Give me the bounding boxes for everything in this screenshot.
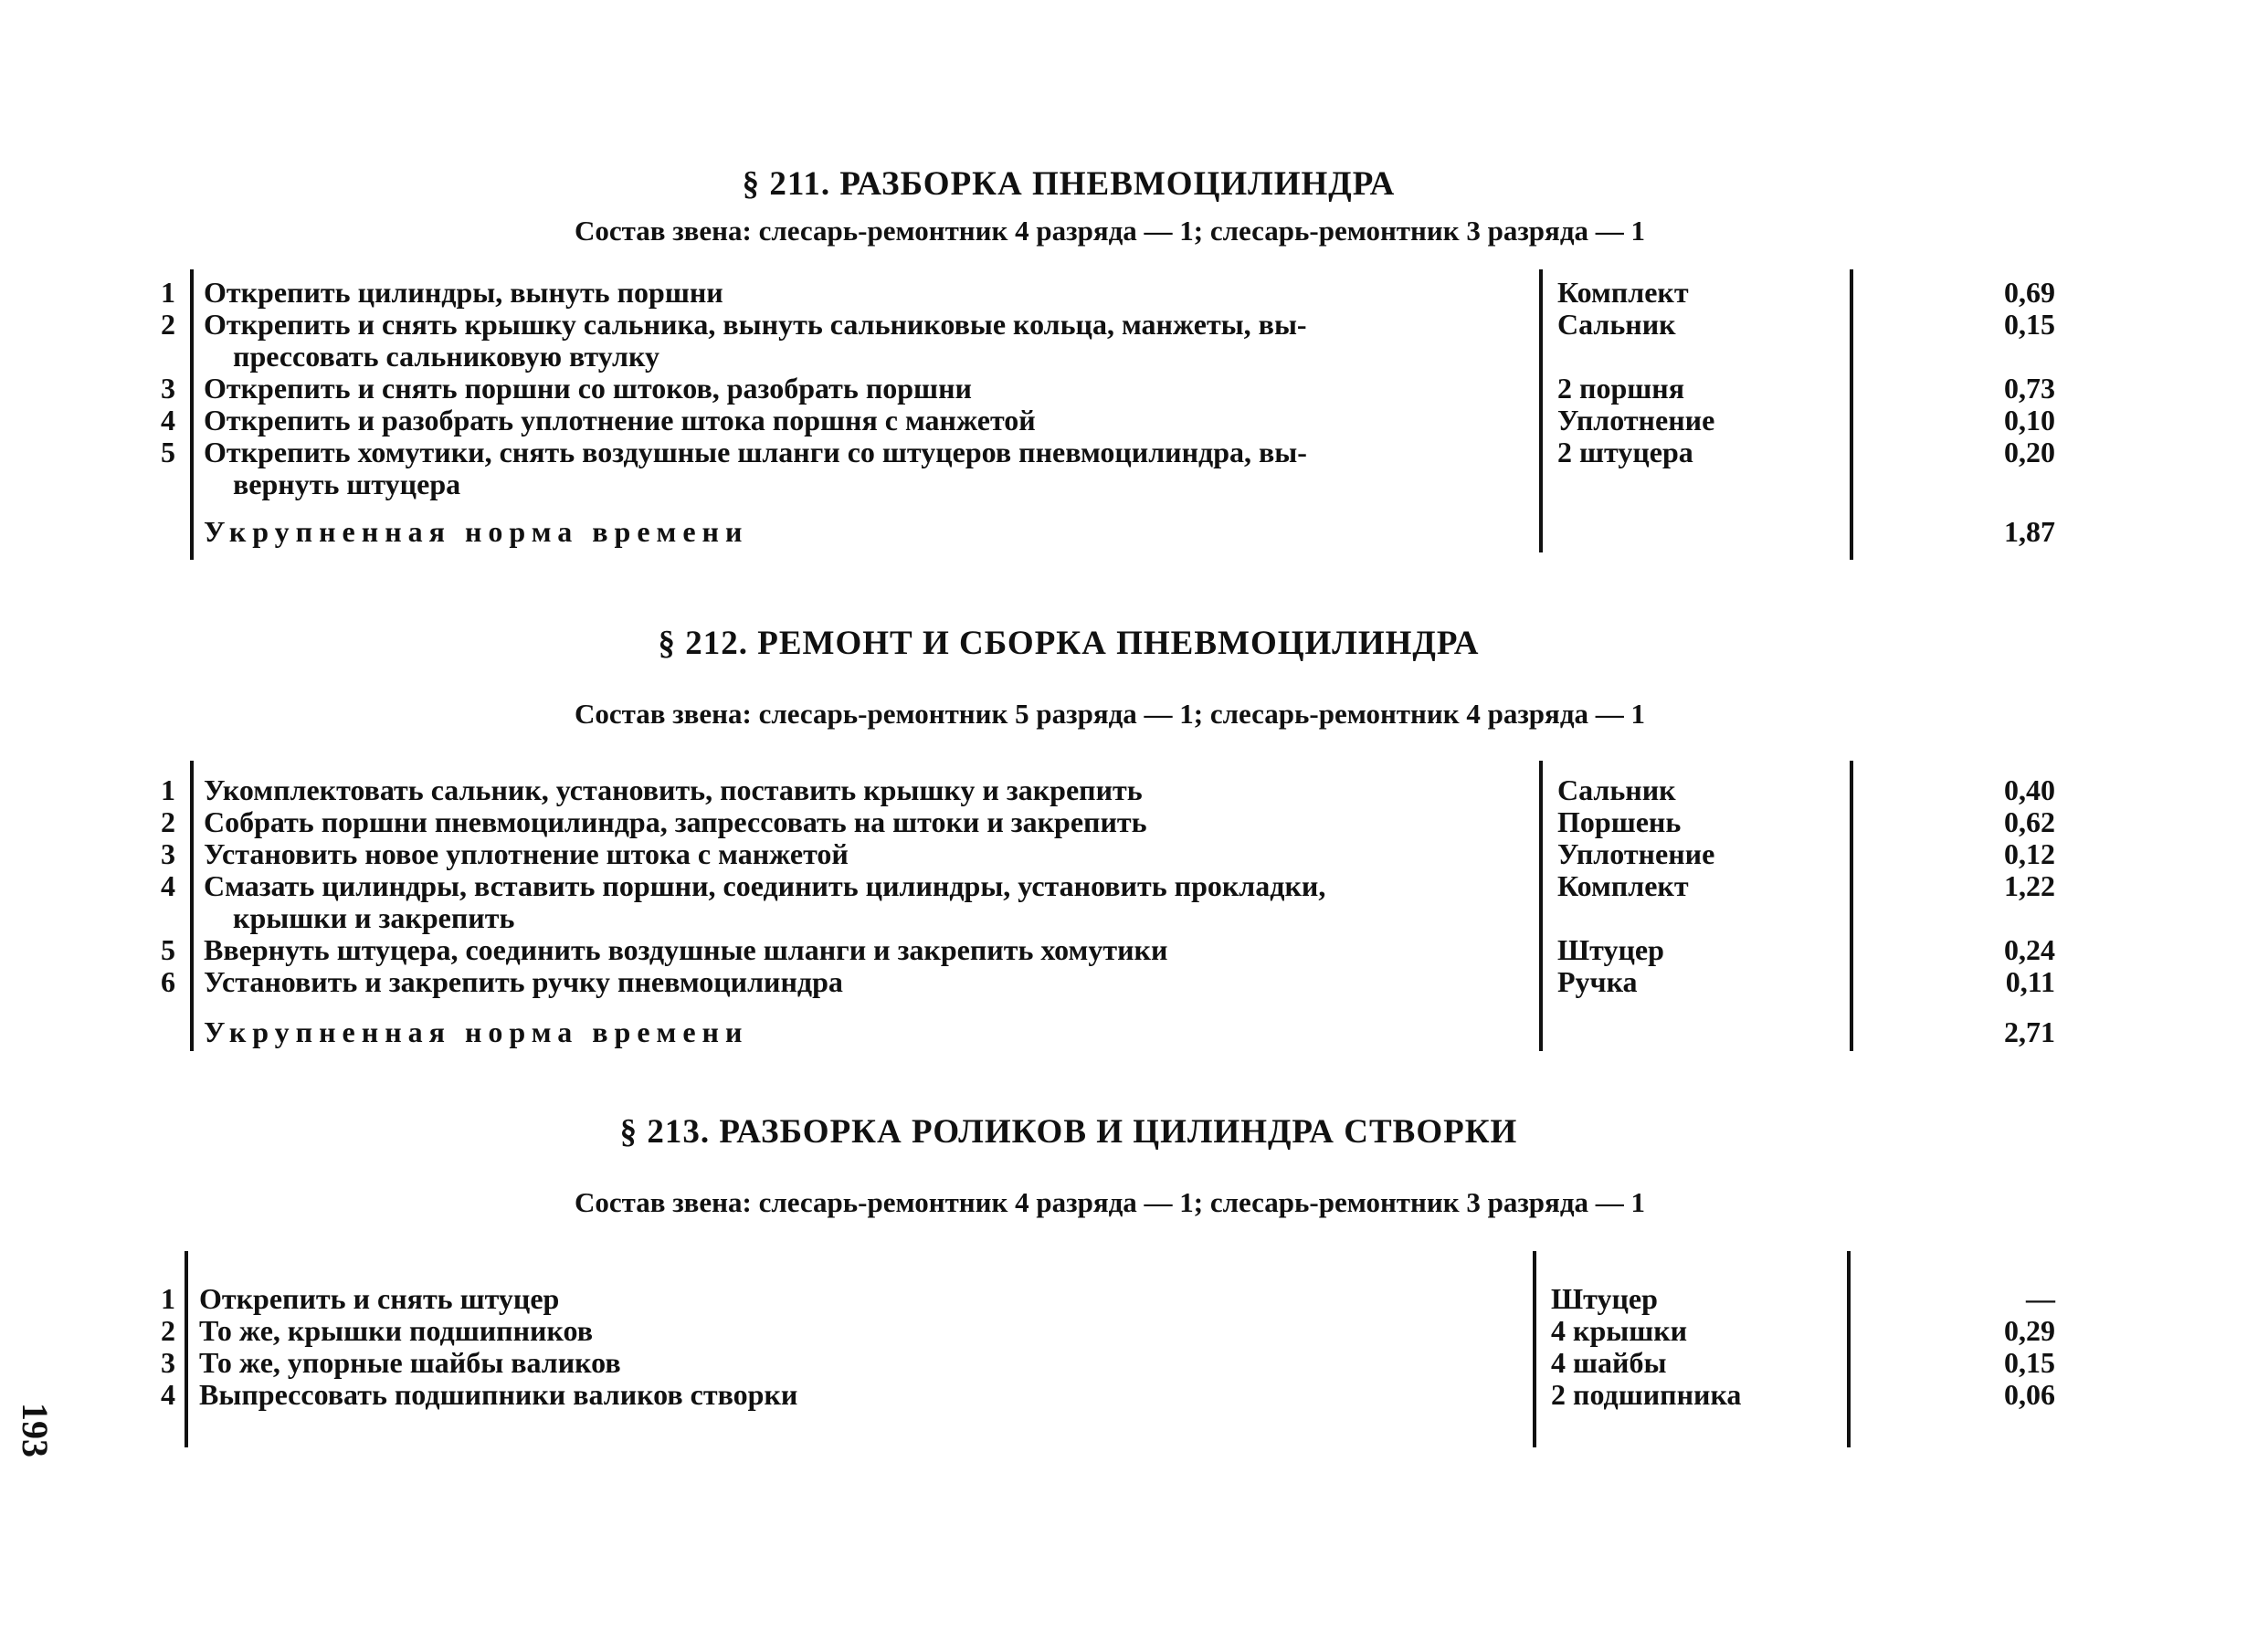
row-unit: Комплект: [1557, 869, 1689, 902]
row-text: Выпрессовать подшипники валиков створки: [199, 1378, 798, 1411]
table-divider: [190, 269, 194, 560]
row-number: 3: [161, 837, 175, 870]
row-value: —: [2026, 1282, 2055, 1315]
row-number: 2: [161, 1314, 175, 1347]
row-value: 0,06: [2004, 1378, 2055, 1411]
row-text: То же, упорные шайбы валиков: [199, 1346, 621, 1379]
row-text: Открепить и снять поршни со штоков, разобрать поршни: [204, 372, 972, 405]
row-text: Открепить и снять штуцер: [199, 1282, 560, 1315]
row-unit: 2 штуцера: [1557, 436, 1693, 468]
row-number: 4: [161, 1378, 175, 1411]
row-number: 2: [161, 308, 175, 341]
row-unit: 4 крышки: [1551, 1314, 1688, 1347]
row-text: Открепить хомутики, снять воздушные шланги со штуцеров пневмоцилиндра, вы- вернуть штуцера: [204, 436, 1307, 500]
row-number: 4: [161, 404, 175, 437]
row-number: 1: [161, 276, 175, 309]
row-unit: 2 поршня: [1557, 372, 1684, 405]
row-number: 1: [161, 1282, 175, 1315]
row-text: Установить новое уплотнение штока с манжетой: [204, 837, 849, 870]
row-value: 0,40: [2004, 773, 2055, 806]
row-text: Установить и закрепить ручку пневмоцилиндра: [204, 965, 843, 998]
row-text: То же, крышки подшипников: [199, 1314, 593, 1347]
row-value: 0,12: [2004, 837, 2055, 870]
crew-composition: Состав звена: слесарь-ремонтник 4 разряда — 1; слесарь-ремонтник 3 разряда — 1: [574, 1186, 1646, 1218]
row-number: 2: [161, 805, 175, 838]
row-number: 4: [161, 869, 175, 902]
section-213: [146, 1112, 2073, 1411]
row-text: Смазать цилиндры, вставить поршни, соединить цилиндры, установить прокладки, крышки и закрепить: [204, 869, 1326, 934]
table-divider: [1850, 269, 1853, 560]
row-value: 0,15: [2004, 1346, 2055, 1379]
row-value: 0,69: [2004, 276, 2055, 309]
total-value: 2,71: [2004, 1015, 2055, 1048]
row-number: 1: [161, 773, 175, 806]
row-text: Открепить и разобрать уплотнение штока поршня с манжетой: [204, 404, 1036, 437]
row-unit: Уплотнение: [1557, 837, 1715, 870]
row-number: 3: [161, 1346, 175, 1379]
table-divider: [1850, 761, 1853, 1051]
norms-table: [146, 269, 2073, 562]
row-unit: Комплект: [1557, 276, 1689, 309]
row-number: 6: [161, 965, 175, 998]
norms-table: [146, 1251, 2073, 1452]
row-value: 0,29: [2004, 1314, 2055, 1347]
section-title: § 212. РЕМОНТ И СБОРКА ПНЕВМОЦИЛИНДРА: [658, 625, 1480, 662]
row-number: 5: [161, 436, 175, 468]
page-number: 193: [15, 1403, 56, 1457]
crew-composition: Состав звена: слесарь-ремонтник 4 разряда — 1; слесарь-ремонтник 3 разряда — 1: [574, 215, 1646, 247]
row-value: 1,22: [2004, 869, 2055, 902]
row-number: 3: [161, 372, 175, 405]
row-text: Открепить цилиндры, вынуть поршни: [204, 276, 723, 309]
crew-composition: Состав звена: слесарь-ремонтник 5 разряда — 1; слесарь-ремонтник 4 разряда — 1: [574, 698, 1646, 730]
norms-table: [146, 761, 2073, 1062]
total-label: Укрупненная норма времени: [204, 515, 749, 548]
row-number: 5: [161, 933, 175, 966]
section-212: [146, 624, 2073, 1048]
row-unit: Уплотнение: [1557, 404, 1715, 437]
row-unit: Сальник: [1557, 308, 1676, 341]
row-value: 0,11: [2005, 965, 2055, 998]
row-text: Собрать поршни пневмоцилиндра, запрессовать на штоки и закрепить: [204, 805, 1147, 838]
row-value: 0,20: [2004, 436, 2055, 468]
row-value: 0,10: [2004, 404, 2055, 437]
row-unit: 4 шайбы: [1551, 1346, 1667, 1379]
table-divider: [1847, 1251, 1851, 1447]
total-label: Укрупненная норма времени: [204, 1015, 749, 1048]
row-unit: 2 подшипника: [1551, 1378, 1742, 1411]
section-211: [146, 164, 2073, 548]
total-value: 1,87: [2004, 515, 2055, 548]
row-unit: Поршень: [1557, 805, 1682, 838]
row-text: Ввернуть штуцера, соединить воздушные шланги и закрепить хомутики: [204, 933, 1168, 966]
row-text: Укомплектовать сальник, установить, поставить крышку и закрепить: [204, 773, 1143, 806]
table-divider: [190, 761, 194, 1051]
row-unit: Ручка: [1557, 965, 1638, 998]
row-unit: Штуцер: [1551, 1282, 1658, 1315]
row-unit: Штуцер: [1557, 933, 1664, 966]
section-title: § 213. РАЗБОРКА РОЛИКОВ И ЦИЛИНДРА СТВОРКИ: [619, 1113, 1518, 1151]
row-unit: Сальник: [1557, 773, 1676, 806]
section-title: § 211. РАЗБОРКА ПНЕВМОЦИЛИНДРА: [742, 165, 1396, 203]
row-value: 0,73: [2004, 372, 2055, 405]
row-value: 0,15: [2004, 308, 2055, 341]
row-text: Открепить и снять крышку сальника, вынуть сальниковые кольца, манжеты, вы- прессовать сальниковую втулку: [204, 308, 1307, 373]
row-value: 0,24: [2004, 933, 2055, 966]
row-value: 0,62: [2004, 805, 2055, 838]
table-divider: [185, 1251, 188, 1447]
